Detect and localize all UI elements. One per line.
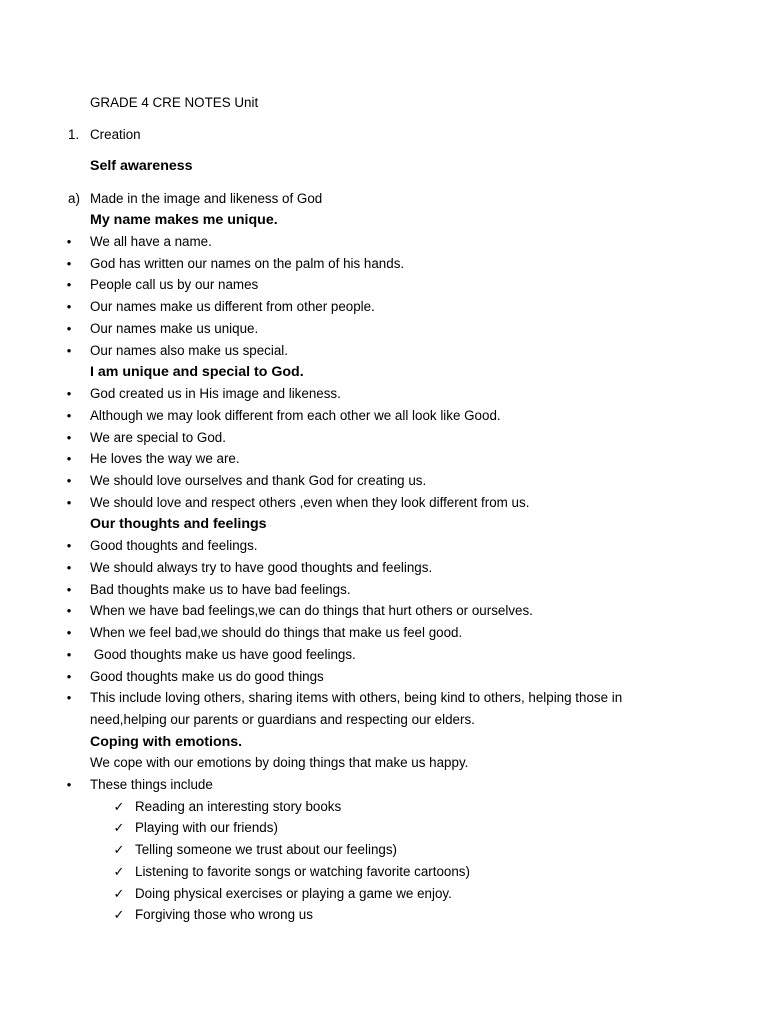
checkmark-icon: ✓ [113,864,125,879]
list-item: This include loving others, sharing items with others, being kind to others, helping those in [90,690,623,705]
list-item: Although we may look different from each other we all look like Good. [90,408,501,423]
bullet-icon: • [66,690,72,705]
bullet-icon: • [66,343,72,358]
bullet-icon: • [66,582,72,597]
list-item: Good thoughts make us do good things [90,669,324,684]
list-item: We are special to God. [90,430,226,445]
list-item: We all have a name. [90,234,212,249]
bullet-icon: • [66,408,72,423]
checkmark-icon: ✓ [113,886,125,901]
unit-name: Creation [90,127,141,142]
list-item: These things include [90,777,213,792]
list-item: Bad thoughts make us to have bad feelings. [90,582,351,597]
check-item: Reading an interesting story books [135,799,342,814]
check-item: Telling someone we trust about our feelings) [135,842,398,857]
check-item: Doing physical exercises or playing a game we enjoy. [135,886,452,901]
list-item: People call us by our names [90,277,259,292]
bullet-icon: • [66,625,72,640]
checkmark-icon: ✓ [113,842,125,857]
check-item: Forgiving those who wrong us [135,907,313,922]
bullet-icon: • [66,647,72,662]
self-awareness-heading: Self awareness [90,158,193,174]
unit-number: 1. [68,127,80,142]
subtopic-text: Made in the image and likeness of God [90,191,323,206]
list-item: Our names make us unique. [90,321,259,336]
list-item: Good thoughts make us have good feelings. [90,647,356,662]
bullet-icon: • [66,538,72,553]
list-item: Good thoughts and feelings. [90,538,258,553]
check-item: Playing with our friends) [135,820,278,835]
bullet-icon: • [66,234,72,249]
bullet-icon: • [66,777,72,792]
checkmark-icon: ✓ [113,907,125,922]
coping-intro: We cope with our emotions by doing things that make us happy. [90,755,469,770]
bullet-icon: • [66,430,72,445]
bullet-icon: • [66,669,72,684]
list-item-continuation: need,helping our parents or guardians and respecting our elders. [90,712,475,727]
list-item: Our names make us different from other people. [90,299,375,314]
list-item: Our names also make us special. [90,343,288,358]
check-item: Listening to favorite songs or watching favorite cartoons) [135,864,470,879]
bullet-icon: • [66,386,72,401]
list-item: God created us in His image and likeness. [90,386,341,401]
bullet-icon: • [66,256,72,271]
list-item: When we feel bad,we should do things that make us feel good. [90,625,463,640]
bullet-icon: • [66,277,72,292]
list-item: He loves the way we are. [90,451,240,466]
list-item: We should always try to have good thoughts and feelings. [90,560,433,575]
bullet-icon: • [66,560,72,575]
bullet-icon: • [66,495,72,510]
document-title: GRADE 4 CRE NOTES Unit [90,95,259,110]
checkmark-icon: ✓ [113,799,125,814]
section-heading-unique: I am unique and special to God. [90,364,304,380]
section-heading-name: My name makes me unique. [90,212,278,228]
bullet-icon: • [66,473,72,488]
subtopic-label: a) [68,191,80,206]
bullet-icon: • [66,603,72,618]
bullet-icon: • [66,451,72,466]
list-item: God has written our names on the palm of his hands. [90,256,405,271]
section-heading-coping: Coping with emotions. [90,734,243,750]
list-item: We should love ourselves and thank God for creating us. [90,473,427,488]
bullet-icon: • [66,321,72,336]
section-heading-thoughts: Our thoughts and feelings [90,516,267,532]
list-item: When we have bad feelings,we can do things that hurt others or ourselves. [90,603,533,618]
bullet-icon: • [66,299,72,314]
list-item: We should love and respect others ,even when they look different from us. [90,495,530,510]
checkmark-icon: ✓ [113,820,125,835]
